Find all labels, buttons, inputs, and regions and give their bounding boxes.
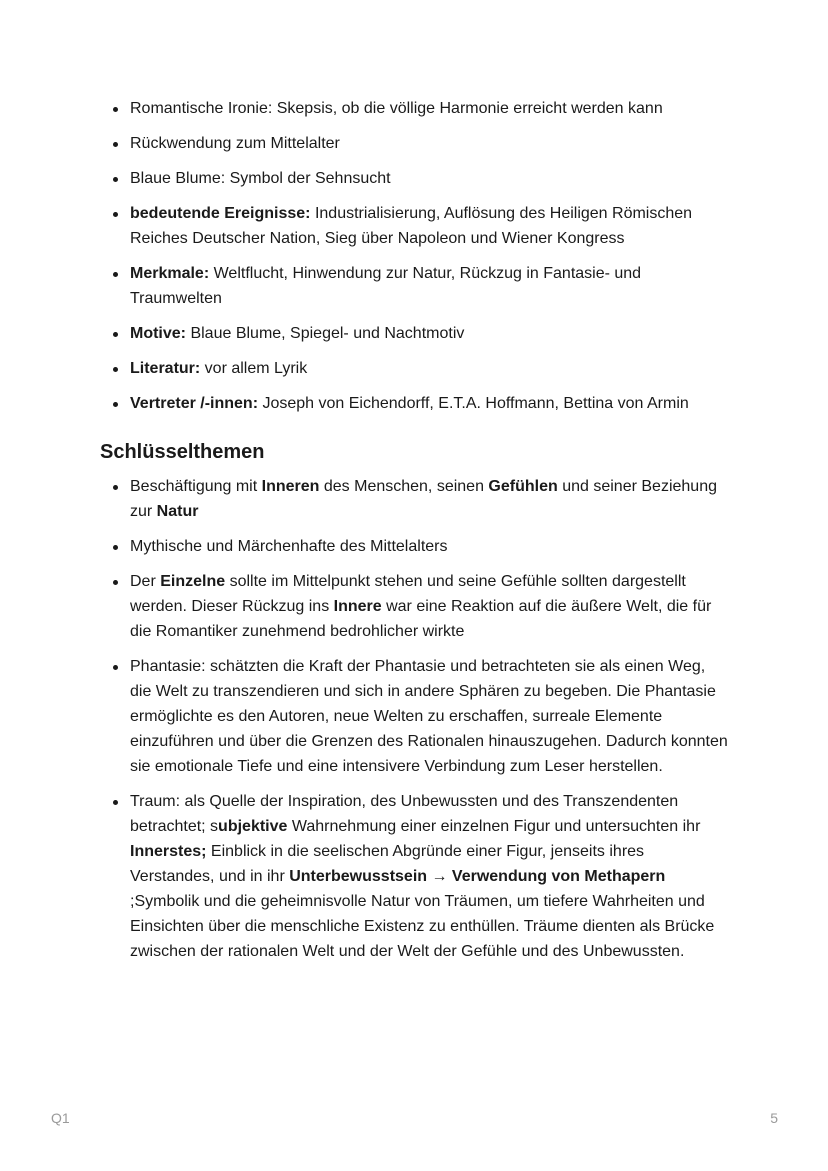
key-themes-list [100, 474, 730, 964]
text-segment: sollte im Mittelpunkt stehen und seine Gefühle sollten dargestellt werden. Dieser Rückzug ins [130, 573, 686, 615]
text-segment: Joseph von Eichendorff, E.T.A. Hoffmann, Bettina von Armin [258, 395, 689, 412]
bold-term: bedeutende Ereignisse: [130, 205, 311, 222]
text-segment: des Menschen, seinen [319, 478, 489, 495]
text-segment: Wahrnehmung einer einzelnen Figur und untersuchten ihr [287, 818, 701, 835]
bold-term: Unterbewusstsein → Verwendung von Methapern [289, 868, 666, 885]
bold-term: Motive: [130, 325, 186, 342]
epoch-overview-list [100, 96, 730, 416]
text-segment: Der [130, 573, 161, 590]
footer-page-number: 5 [770, 1110, 778, 1126]
text-segment: Industrialisierung, Auflösung des Heiligen Römischen Reiches Deutscher Nation, Sieg über Napoleon und Wiener Kongress [130, 205, 693, 247]
list-item [100, 166, 730, 191]
list-item [100, 789, 730, 964]
bold-term: Inneren [261, 478, 320, 495]
list-item [100, 569, 730, 644]
text-segment: vor allem Lyrik [200, 360, 308, 377]
text-segment: und seiner Beziehung zur [130, 478, 717, 520]
text-segment: Beschäftigung mit [130, 478, 262, 495]
bold-term: Einzelne [160, 573, 226, 590]
bold-term: Innere [333, 598, 382, 615]
list-item [100, 261, 730, 311]
text-segment: Romantische Ironie: Skepsis, ob die völlige Harmonie erreicht werden kann [130, 100, 663, 117]
text-segment: Blaue Blume: Symbol der Sehnsucht [130, 170, 391, 187]
list-item [100, 356, 730, 381]
text-segment: Weltflucht, Hinwendung zur Natur, Rückzug in Fantasie- und Traumwelten [130, 265, 642, 307]
bold-term: Merkmale: [130, 265, 210, 282]
bold-term: Gefühlen [488, 478, 558, 495]
list-item [100, 321, 730, 346]
text-segment: Einblick in die seelischen Abgründe einer Figur, jenseits ihres Verstandes, und in ihr [130, 843, 645, 885]
text-segment: Mythische und Märchenhafte des Mittelalters [130, 538, 448, 555]
list-item [100, 391, 730, 416]
text-segment: Phantasie: schätzten die Kraft der Phantasie und betrachteten sie als einen Weg, die Welt zu transzendieren und sich in andere Sphären zu begeben. Die Phantasie ermöglichte es den Autoren, neue Welten zu erschaffen, surreale Elemente einzuführen und über die Grenzen des Rationalen hinauszugehen. Dadurch konnten sie emotionale Tiefe und eine intensivere Verbindung zum Leser herstellen. [130, 658, 728, 775]
list-item [100, 474, 730, 524]
list-item [100, 131, 730, 156]
section-title-schluesselthemen: Schlüsselthemen [100, 441, 265, 463]
list-item [100, 201, 730, 251]
footer-course-label: Q1 [51, 1110, 70, 1126]
list-item [100, 654, 730, 779]
bold-term: Literatur: [130, 360, 201, 377]
list-item [100, 96, 730, 121]
bold-term: Vertreter /-innen: [130, 395, 259, 412]
bold-term: ubjektive [218, 818, 288, 835]
text-segment: ;Symbolik und die geheimnisvolle Natur von Träumen, um tiefere Wahrheiten und Einsichten über die menschliche Existenz zu enthüllen. Träume dienten als Brücke zwischen der rationalen Welt und der Welt der Gefühle und des Unbewussten. [130, 893, 715, 960]
text-segment: Rückwendung zum Mittelalter [130, 135, 340, 152]
bold-term: Innerstes; [130, 843, 207, 860]
bold-term: Natur [156, 503, 199, 520]
list-item [100, 534, 730, 559]
page-content [100, 96, 730, 974]
text-segment: war eine Reaktion auf die äußere Welt, die für die Romantiker zunehmend bedrohlicher wirkte [130, 598, 712, 640]
text-segment: Blaue Blume, Spiegel- und Nachtmotiv [186, 325, 465, 342]
text-segment: Traum: als Quelle der Inspiration, des Unbewussten und des Transzendenten betrachtet; s [130, 793, 679, 835]
